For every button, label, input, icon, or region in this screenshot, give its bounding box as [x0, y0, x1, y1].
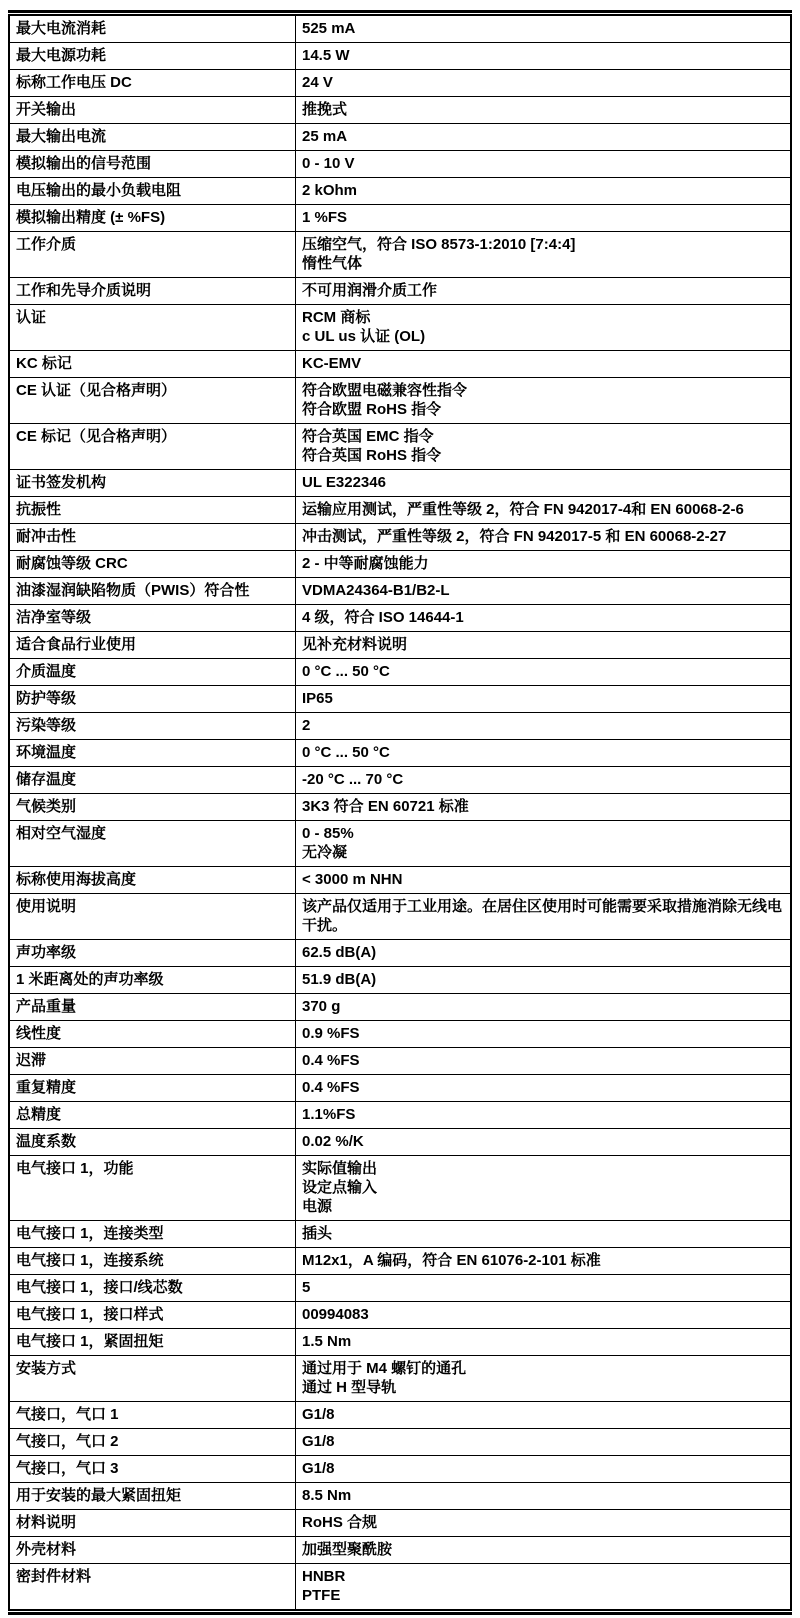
spec-value-line: PTFE	[302, 1587, 341, 1604]
spec-property-value	[296, 605, 792, 632]
spec-property-label: 工作和先导介质说明	[9, 278, 296, 305]
spec-property-label: 气候类别	[9, 794, 296, 821]
spec-value-line: 51.9 dB(A)	[302, 971, 377, 988]
spec-property-label: 使用说明	[9, 894, 296, 940]
spec-property-label: 标称工作电压 DC	[9, 70, 296, 97]
spec-property-label: 耐腐蚀等级 CRC	[9, 551, 296, 578]
spec-property-label: 外壳材料	[9, 1537, 296, 1564]
table-row	[9, 994, 791, 1021]
table-row	[9, 1156, 791, 1221]
spec-property-label: 产品重量	[9, 994, 296, 1021]
table-row	[9, 351, 791, 378]
table-row	[9, 578, 791, 605]
spec-property-value	[296, 1221, 792, 1248]
spec-value-line: 符合欧盟电磁兼容性指令	[302, 382, 468, 399]
table-row	[9, 70, 791, 97]
spec-table-body	[9, 15, 791, 1610]
spec-table-frame	[8, 10, 792, 1615]
spec-property-label: 电气接口 1，紧固扭矩	[9, 1329, 296, 1356]
spec-value-line: 不可用润滑介质工作	[302, 282, 438, 299]
spec-value-line: 25 mA	[302, 128, 348, 145]
spec-value-line: c UL us 认证 (OL)	[302, 328, 426, 345]
spec-value-line: UL E322346	[302, 474, 386, 491]
table-row	[9, 15, 791, 43]
table-row	[9, 1510, 791, 1537]
spec-value-line: -20 °C ... 70 °C	[302, 771, 404, 788]
spec-property-label: 气接口，气口 1	[9, 1402, 296, 1429]
spec-value-line: M12x1，A 编码，符合 EN 61076-2-101 标准	[302, 1252, 601, 1269]
spec-value-line: 符合英国 RoHS 指令	[302, 447, 442, 464]
spec-property-label: KC 标记	[9, 351, 296, 378]
spec-property-value	[296, 70, 792, 97]
table-row	[9, 1102, 791, 1129]
spec-property-label: 防护等级	[9, 686, 296, 713]
spec-value-line: 加强型聚酰胺	[302, 1541, 393, 1558]
spec-value-line: 4 级，符合 ISO 14644-1	[302, 609, 464, 626]
spec-property-label: 介质温度	[9, 659, 296, 686]
spec-property-value	[296, 1075, 792, 1102]
spec-property-value	[296, 1356, 792, 1402]
spec-value-line: 3K3 符合 EN 60721 标准	[302, 798, 469, 815]
spec-value-line: 0 - 10 V	[302, 155, 355, 172]
spec-value-line: 1.5 Nm	[302, 1333, 352, 1350]
table-row	[9, 278, 791, 305]
spec-property-label: 相对空气湿度	[9, 821, 296, 867]
table-row	[9, 1021, 791, 1048]
spec-value-line: 0 °C ... 50 °C	[302, 744, 390, 761]
spec-value-line: 通过用于 M4 螺钉的通孔	[302, 1360, 467, 1377]
spec-value-line: 2 - 中等耐腐蚀能力	[302, 555, 429, 572]
spec-property-value	[296, 43, 792, 70]
table-row	[9, 97, 791, 124]
spec-property-label: 温度系数	[9, 1129, 296, 1156]
spec-property-value	[296, 1564, 792, 1611]
spec-property-value	[296, 378, 792, 424]
spec-property-label: 用于安装的最大紧固扭矩	[9, 1483, 296, 1510]
spec-property-label: 电气接口 1，连接类型	[9, 1221, 296, 1248]
table-row	[9, 151, 791, 178]
spec-property-value	[296, 940, 792, 967]
spec-property-value	[296, 794, 792, 821]
spec-property-value	[296, 97, 792, 124]
table-row	[9, 821, 791, 867]
table-row	[9, 1537, 791, 1564]
spec-property-value	[296, 1329, 792, 1356]
table-row	[9, 940, 791, 967]
spec-value-line: 2	[302, 717, 311, 734]
spec-property-value	[296, 740, 792, 767]
table-row	[9, 967, 791, 994]
spec-property-value	[296, 632, 792, 659]
spec-value-line: 5	[302, 1279, 311, 1296]
spec-property-value	[296, 524, 792, 551]
spec-value-line: 插头	[302, 1225, 333, 1242]
table-row	[9, 1048, 791, 1075]
spec-property-value	[296, 124, 792, 151]
spec-property-value	[296, 1429, 792, 1456]
table-row	[9, 659, 791, 686]
table-row	[9, 686, 791, 713]
table-row	[9, 232, 791, 278]
spec-property-value	[296, 1248, 792, 1275]
spec-property-label: 耐冲击性	[9, 524, 296, 551]
spec-value-line: 0.4 %FS	[302, 1052, 360, 1069]
table-row	[9, 378, 791, 424]
spec-value-line: 0.9 %FS	[302, 1025, 360, 1042]
table-row	[9, 1402, 791, 1429]
spec-property-value	[296, 551, 792, 578]
table-row	[9, 1483, 791, 1510]
spec-property-label: 重复精度	[9, 1075, 296, 1102]
spec-property-value	[296, 178, 792, 205]
table-row	[9, 305, 791, 351]
spec-property-value	[296, 686, 792, 713]
spec-value-line: G1/8	[302, 1406, 335, 1423]
spec-property-label: 电气接口 1，接口/线芯数	[9, 1275, 296, 1302]
table-row	[9, 1356, 791, 1402]
spec-value-line: KC-EMV	[302, 355, 362, 372]
spec-property-label: 开关输出	[9, 97, 296, 124]
spec-property-value	[296, 497, 792, 524]
table-row	[9, 1329, 791, 1356]
spec-value-line: 符合英国 EMC 指令	[302, 428, 434, 445]
spec-property-value	[296, 659, 792, 686]
spec-property-label: CE 认证（见合格声明）	[9, 378, 296, 424]
table-row	[9, 713, 791, 740]
spec-property-value	[296, 351, 792, 378]
table-row	[9, 740, 791, 767]
spec-property-value	[296, 1102, 792, 1129]
spec-property-label: CE 标记（见合格声明）	[9, 424, 296, 470]
table-row	[9, 205, 791, 232]
spec-property-value	[296, 1483, 792, 1510]
spec-property-label: 抗振性	[9, 497, 296, 524]
spec-property-label: 油漆湿润缺陷物质（PWIS）符合性	[9, 578, 296, 605]
table-row	[9, 43, 791, 70]
spec-property-value	[296, 232, 792, 278]
spec-property-label: 材料说明	[9, 1510, 296, 1537]
table-row	[9, 767, 791, 794]
spec-property-value	[296, 1302, 792, 1329]
spec-property-label: 洁净室等级	[9, 605, 296, 632]
spec-property-value	[296, 994, 792, 1021]
table-row	[9, 1075, 791, 1102]
table-row	[9, 1456, 791, 1483]
spec-property-label: 最大电流消耗	[9, 15, 296, 43]
spec-value-line: 1.1%FS	[302, 1106, 356, 1123]
table-row	[9, 178, 791, 205]
spec-property-label: 电气接口 1，功能	[9, 1156, 296, 1221]
spec-property-value	[296, 1156, 792, 1221]
spec-value-line: < 3000 m NHN	[302, 871, 403, 888]
spec-property-value	[296, 967, 792, 994]
spec-property-value	[296, 867, 792, 894]
spec-property-label: 总精度	[9, 1102, 296, 1129]
spec-table	[8, 14, 792, 1611]
spec-value-line: 见补充材料说明	[302, 636, 408, 653]
spec-property-value	[296, 1510, 792, 1537]
spec-property-value	[296, 278, 792, 305]
spec-value-line: 14.5 W	[302, 47, 350, 64]
spec-property-value	[296, 1021, 792, 1048]
spec-value-line: HNBR	[302, 1568, 346, 1585]
table-row	[9, 1302, 791, 1329]
spec-property-label: 模拟输出精度 (± %FS)	[9, 205, 296, 232]
spec-value-line: 推挽式	[302, 101, 348, 118]
table-row	[9, 894, 791, 940]
spec-property-value	[296, 578, 792, 605]
table-row	[9, 424, 791, 470]
spec-value-line: G1/8	[302, 1433, 335, 1450]
table-row	[9, 1429, 791, 1456]
spec-value-line: 8.5 Nm	[302, 1487, 352, 1504]
table-row	[9, 1221, 791, 1248]
spec-value-line: 00994083	[302, 1306, 369, 1323]
spec-value-line: 62.5 dB(A)	[302, 944, 377, 961]
spec-property-label: 电气接口 1，接口样式	[9, 1302, 296, 1329]
spec-property-label: 电压输出的最小负载电阻	[9, 178, 296, 205]
spec-value-line: 实际值输出	[302, 1160, 378, 1177]
spec-value-line: 0.02 %/K	[302, 1133, 364, 1150]
spec-property-value	[296, 1048, 792, 1075]
spec-property-label: 储存温度	[9, 767, 296, 794]
spec-property-label: 认证	[9, 305, 296, 351]
spec-property-value	[296, 305, 792, 351]
spec-value-line: 370 g	[302, 998, 341, 1015]
table-row	[9, 1275, 791, 1302]
spec-value-line: 冲击测试，严重性等级 2，符合 FN 942017-5 和 EN 60068-2-27	[302, 528, 727, 545]
spec-property-label: 1 米距离处的声功率级	[9, 967, 296, 994]
spec-value-line: 惰性气体	[302, 255, 363, 272]
spec-property-value	[296, 205, 792, 232]
spec-value-line: G1/8	[302, 1460, 335, 1477]
spec-value-line: 0 - 85%	[302, 825, 354, 842]
spec-property-label: 标称使用海拔高度	[9, 867, 296, 894]
spec-value-line: 设定点输入	[302, 1179, 378, 1196]
spec-property-value	[296, 151, 792, 178]
spec-value-line: 运输应用测试，严重性等级 2，符合 FN 942017-4和 EN 60068-2-6	[302, 501, 744, 518]
spec-value-line: 电源	[302, 1198, 333, 1215]
spec-property-value	[296, 1402, 792, 1429]
spec-property-label: 工作介质	[9, 232, 296, 278]
spec-value-line: 该产品仅适用于工业用途。在居住区使用时可能需要采取措施消除无线电干扰。	[302, 898, 783, 934]
spec-property-value	[296, 1537, 792, 1564]
spec-property-label: 声功率级	[9, 940, 296, 967]
spec-property-value	[296, 767, 792, 794]
spec-property-label: 气接口，气口 3	[9, 1456, 296, 1483]
spec-property-label: 环境温度	[9, 740, 296, 767]
table-row	[9, 605, 791, 632]
table-row	[9, 1248, 791, 1275]
spec-property-value	[296, 1456, 792, 1483]
spec-value-line: 通过 H 型导轨	[302, 1379, 397, 1396]
spec-property-label: 模拟输出的信号范围	[9, 151, 296, 178]
spec-property-value	[296, 470, 792, 497]
spec-property-value	[296, 713, 792, 740]
spec-value-line: RCM 商标	[302, 309, 371, 326]
table-row	[9, 551, 791, 578]
spec-property-value	[296, 424, 792, 470]
spec-value-line: IP65	[302, 690, 333, 707]
spec-property-label: 迟滞	[9, 1048, 296, 1075]
spec-property-value	[296, 1275, 792, 1302]
spec-property-label: 最大电源功耗	[9, 43, 296, 70]
spec-property-label: 线性度	[9, 1021, 296, 1048]
spec-property-label: 安装方式	[9, 1356, 296, 1402]
table-row	[9, 1564, 791, 1611]
spec-value-line: 无冷凝	[302, 844, 348, 861]
spec-property-label: 电气接口 1，连接系统	[9, 1248, 296, 1275]
spec-property-value	[296, 1129, 792, 1156]
spec-value-line: 0.4 %FS	[302, 1079, 360, 1096]
spec-value-line: 2 kOhm	[302, 182, 358, 199]
table-row	[9, 497, 791, 524]
spec-property-label: 密封件材料	[9, 1564, 296, 1611]
spec-property-label: 证书签发机构	[9, 470, 296, 497]
spec-value-line: 1 %FS	[302, 209, 348, 226]
spec-property-value	[296, 821, 792, 867]
table-row	[9, 524, 791, 551]
spec-property-value	[296, 15, 792, 43]
table-row	[9, 632, 791, 659]
spec-value-line: 525 mA	[302, 20, 356, 37]
spec-property-label: 污染等级	[9, 713, 296, 740]
table-row	[9, 1129, 791, 1156]
spec-property-label: 最大输出电流	[9, 124, 296, 151]
spec-value-line: 0 °C ... 50 °C	[302, 663, 390, 680]
table-row	[9, 867, 791, 894]
spec-value-line: RoHS 合规	[302, 1514, 378, 1531]
table-row	[9, 794, 791, 821]
spec-property-value	[296, 894, 792, 940]
spec-property-label: 适合食品行业使用	[9, 632, 296, 659]
table-row	[9, 470, 791, 497]
spec-value-line: 压缩空气，符合 ISO 8573-1:2010 [7:4:4]	[302, 236, 576, 253]
table-row	[9, 124, 791, 151]
spec-property-label: 气接口，气口 2	[9, 1429, 296, 1456]
spec-value-line: 符合欧盟 RoHS 指令	[302, 401, 442, 418]
spec-value-line: 24 V	[302, 74, 333, 91]
spec-value-line: VDMA24364-B1/B2-L	[302, 582, 450, 599]
